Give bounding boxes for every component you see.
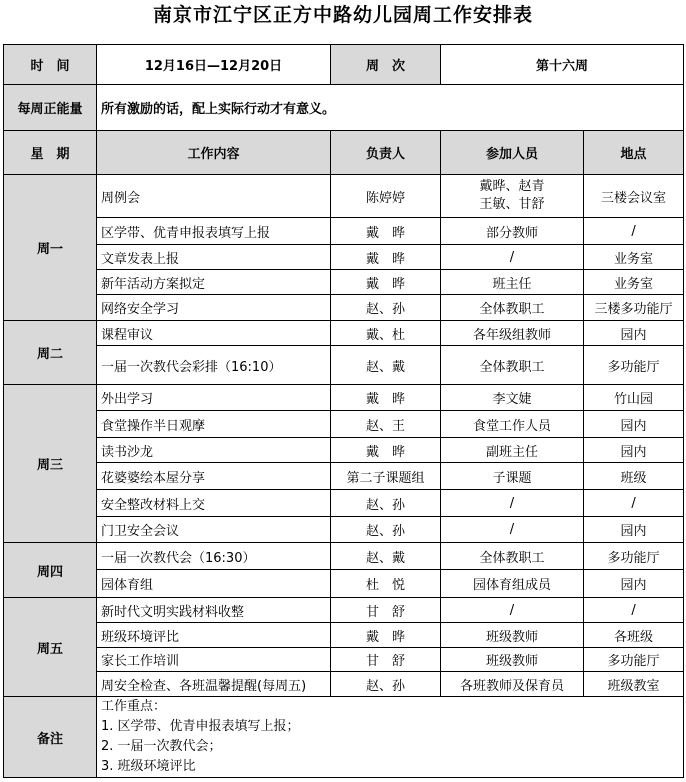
schedule-row [4, 672, 684, 697]
task-location: 多功能厅 [584, 346, 684, 385]
day-label: 周三 [4, 385, 97, 543]
time-value: 12月16日—12月20日 [97, 45, 331, 85]
task-location: / [584, 598, 684, 623]
schedule-row [4, 385, 684, 411]
energy-label: 每周正能量 [4, 85, 97, 131]
task-participants: 班级教师 [441, 623, 584, 648]
task-content: 班级环境评比 [97, 623, 331, 648]
task-content: 一届一次教代会（16:30） [97, 543, 331, 570]
notes-line: 3. 班级环境评比 [101, 759, 196, 774]
notes-line: 工作重点： [101, 699, 167, 714]
schedule-row [4, 245, 684, 270]
day-label: 周一 [4, 175, 97, 321]
task-participants: 部分教师 [441, 218, 584, 245]
task-participants: / [441, 245, 584, 270]
task-content: 门卫安全会议 [97, 517, 331, 543]
day-label: 周四 [4, 543, 97, 598]
col-day: 星 期 [4, 131, 97, 175]
task-location: 园内 [584, 570, 684, 598]
task-content: 新年活动方案拟定 [97, 270, 331, 295]
task-content: 区学带、优青申报表填写上报 [97, 218, 331, 245]
task-participants: 副班主任 [441, 438, 584, 463]
schedule-table [3, 44, 684, 778]
task-participants: / [441, 490, 584, 517]
task-participants: 班主任 [441, 270, 584, 295]
task-participants: 全体教职工 [441, 346, 584, 385]
task-participants: / [441, 598, 584, 623]
week-label: 周 次 [331, 45, 441, 85]
schedule-row [4, 648, 684, 672]
task-location: 三楼会议室 [584, 175, 684, 218]
task-owner: 杜 悦 [331, 570, 441, 598]
task-owner: 戴 晔 [331, 385, 441, 411]
col-content: 工作内容 [97, 131, 331, 175]
task-participants: 全体教职工 [441, 543, 584, 570]
column-header-row [4, 131, 684, 175]
schedule-row [4, 295, 684, 321]
col-location: 地点 [584, 131, 684, 175]
day-label: 周二 [4, 321, 97, 385]
task-owner: 甘 舒 [331, 648, 441, 672]
notes-line: 2. 一届一次教代会； [101, 739, 222, 754]
task-owner: 赵、孙 [331, 295, 441, 321]
schedule-row [4, 517, 684, 543]
task-location: 多功能厅 [584, 543, 684, 570]
task-content: 课程审议 [97, 321, 331, 346]
schedule-row [4, 321, 684, 346]
task-content: 新时代文明实践材料收整 [97, 598, 331, 623]
task-owner: 赵、王 [331, 411, 441, 438]
task-owner: 戴 晔 [331, 270, 441, 295]
task-location: 班级 [584, 463, 684, 490]
task-participants: 各年级组教师 [441, 321, 584, 346]
schedule-row [4, 463, 684, 490]
task-location: / [584, 490, 684, 517]
week-value: 第十六周 [441, 45, 684, 85]
notes-label: 备注 [4, 697, 97, 778]
task-location: 园内 [584, 438, 684, 463]
task-participants: 园体育组成员 [441, 570, 584, 598]
page-title: 南京市江宁区正方中路幼儿园周工作安排表 [152, 4, 533, 26]
col-participants: 参加人员 [441, 131, 584, 175]
task-owner: 赵、戴 [331, 543, 441, 570]
schedule-row [4, 570, 684, 598]
header-row [4, 45, 684, 85]
task-location: 竹山园 [584, 385, 684, 411]
task-location: 园内 [584, 321, 684, 346]
task-owner: 戴、杜 [331, 321, 441, 346]
task-content: 外出学习 [97, 385, 331, 411]
day-label: 周五 [4, 598, 97, 697]
task-location: / [584, 218, 684, 245]
notes-line: 1. 区学带、优青申报表填写上报； [101, 719, 300, 734]
task-participants: 李文婕 [441, 385, 584, 411]
task-owner: 戴 晔 [331, 438, 441, 463]
task-content: 周例会 [97, 175, 331, 218]
task-location: 园内 [584, 517, 684, 543]
task-owner: 戴 晔 [331, 245, 441, 270]
task-owner: 赵、戴 [331, 346, 441, 385]
task-participants: / [441, 517, 584, 543]
task-participants: 食堂工作人员 [441, 411, 584, 438]
task-participants: 子课题 [441, 463, 584, 490]
schedule-row [4, 270, 684, 295]
task-owner: 陈婷婷 [331, 175, 441, 218]
task-owner: 赵、孙 [331, 672, 441, 697]
task-content: 园体育组 [97, 570, 331, 598]
task-location: 园内 [584, 411, 684, 438]
schedule-row [4, 490, 684, 517]
task-content: 食堂操作半日观摩 [97, 411, 331, 438]
time-label: 时 间 [4, 45, 97, 85]
schedule-row [4, 346, 684, 385]
task-content: 家长工作培训 [97, 648, 331, 672]
energy-row [4, 85, 684, 131]
task-owner: 赵、孙 [331, 490, 441, 517]
energy-text: 所有激励的话，配上实际行动才有意义。 [97, 85, 684, 131]
task-content: 读书沙龙 [97, 438, 331, 463]
task-content: 花婆婆绘本屋分享 [97, 463, 331, 490]
schedule-row [4, 543, 684, 570]
task-owner: 戴 晔 [331, 218, 441, 245]
notes-row [4, 697, 684, 778]
schedule-row [4, 218, 684, 245]
task-location: 各班级 [584, 623, 684, 648]
task-owner: 第二子课题组 [331, 463, 441, 490]
schedule-row [4, 411, 684, 438]
task-participants: 各班教师及保育员 [441, 672, 584, 697]
task-content: 一届一次教代会彩排（16:10） [97, 346, 331, 385]
schedule-row [4, 438, 684, 463]
task-location: 班级教室 [584, 672, 684, 697]
task-location: 三楼多功能厅 [584, 295, 684, 321]
schedule-row [4, 175, 684, 218]
task-content: 安全整改材料上交 [97, 490, 331, 517]
task-location: 多功能厅 [584, 648, 684, 672]
notes-content [97, 697, 684, 778]
task-location: 业务室 [584, 245, 684, 270]
task-content: 周安全检查、各班温馨提醒(每周五) [97, 672, 331, 697]
task-owner: 戴 晔 [331, 623, 441, 648]
task-owner: 甘 舒 [331, 598, 441, 623]
task-location: 业务室 [584, 270, 684, 295]
col-owner: 负责人 [331, 131, 441, 175]
task-participants: 班级教师 [441, 648, 584, 672]
schedule-row [4, 623, 684, 648]
task-participants: 戴晔、赵青 王敏、甘舒 [441, 175, 584, 218]
task-owner: 赵、孙 [331, 517, 441, 543]
task-content: 网络安全学习 [97, 295, 331, 321]
task-participants: 全体教职工 [441, 295, 584, 321]
task-content: 文章发表上报 [97, 245, 331, 270]
schedule-row [4, 598, 684, 623]
